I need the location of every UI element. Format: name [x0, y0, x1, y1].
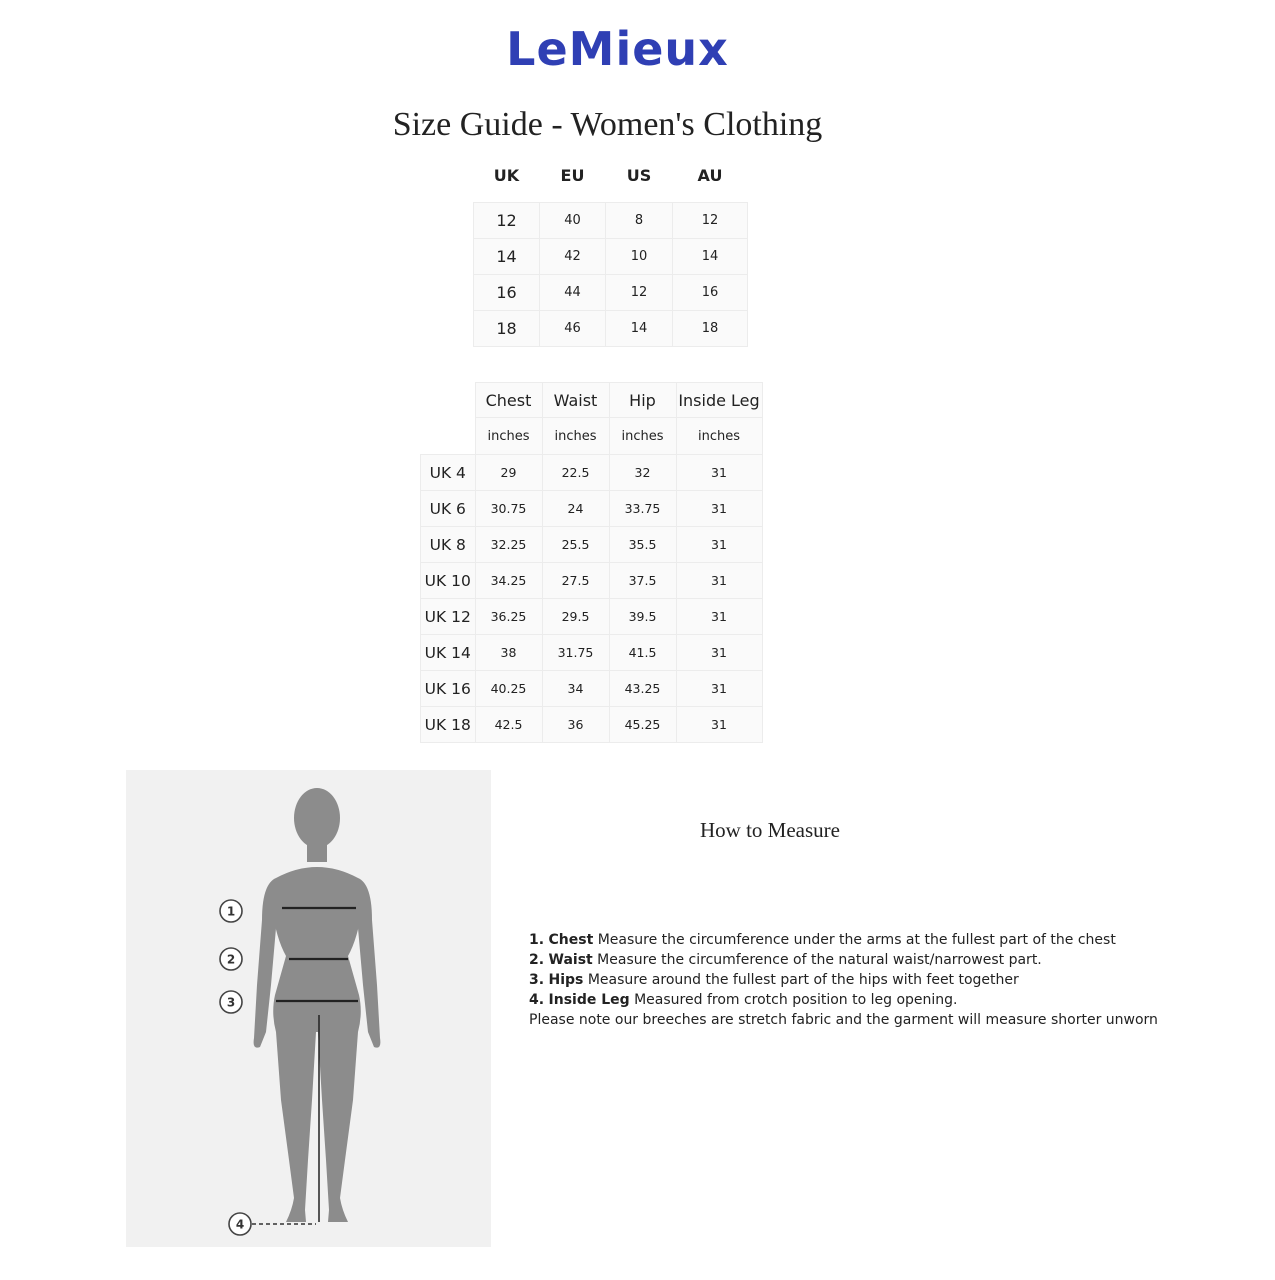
table-cell: 29.5 [542, 599, 609, 635]
table-cell: 18 [474, 311, 540, 347]
table-cell: 31.75 [542, 635, 609, 671]
instruction-number: 2. [529, 952, 545, 968]
table-cell: 33.75 [609, 491, 676, 527]
table-cell: 36.25 [475, 599, 542, 635]
units-row [421, 418, 763, 455]
table-cell: 14 [673, 239, 748, 275]
corner-cell [421, 383, 476, 418]
instruction-text: Measure the circumference of the natural waist/narrowest part. [592, 952, 1042, 968]
row-label: UK 16 [421, 671, 476, 707]
row-label: UK 8 [421, 527, 476, 563]
unit-label: inches [676, 418, 762, 455]
row-label: UK 12 [421, 599, 476, 635]
table-cell: 31 [676, 599, 762, 635]
instruction-inside-leg [529, 990, 1158, 1010]
unit-label: inches [475, 418, 542, 455]
table-cell: 36 [542, 707, 609, 743]
page-title: Size Guide - Women's Clothing [392, 106, 823, 143]
table-row [421, 707, 763, 743]
table-cell: 40 [540, 203, 606, 239]
instruction-term: Hips [548, 972, 584, 988]
table-cell: 44 [540, 275, 606, 311]
instruction-term: Waist [548, 952, 593, 968]
table-cell: 46 [540, 311, 606, 347]
table-cell: 34.25 [475, 563, 542, 599]
table-cell: 31 [676, 527, 762, 563]
instruction-text: Measure the circumference under the arms at the fullest part of the chest [593, 932, 1116, 948]
table-cell: 22.5 [542, 455, 609, 491]
table-row [421, 671, 763, 707]
corner-cell [421, 418, 476, 455]
instruction-text: Measured from crotch position to leg opening. [629, 992, 958, 1008]
instruction-term: Chest [548, 932, 594, 948]
unit-label: inches [542, 418, 609, 455]
table-cell: 40.25 [475, 671, 542, 707]
table-cell: 38 [475, 635, 542, 671]
table-cell: 14 [474, 239, 540, 275]
table-cell: 8 [606, 203, 673, 239]
table-row [421, 635, 763, 671]
table-cell: 39.5 [609, 599, 676, 635]
table-row [421, 563, 763, 599]
instruction-number: 1. [529, 932, 545, 948]
table-cell: 31 [676, 563, 762, 599]
table-row [474, 239, 748, 275]
table-cell: 24 [542, 491, 609, 527]
table-header-row [421, 383, 763, 418]
table-row [421, 527, 763, 563]
table-cell: 16 [474, 275, 540, 311]
table-header-row [474, 160, 748, 190]
table-cell: 37.5 [609, 563, 676, 599]
table-cell: 31 [676, 707, 762, 743]
markers [220, 900, 251, 1235]
table-cell: 31 [676, 491, 762, 527]
row-label: UK 18 [421, 707, 476, 743]
table-cell: 34 [542, 671, 609, 707]
measure-instructions [529, 930, 1158, 1030]
table-cell: 12 [474, 203, 540, 239]
marker-3-label: 3 [226, 995, 236, 1010]
instruction-number: 3. [529, 972, 545, 988]
row-label: UK 10 [421, 563, 476, 599]
column-header-au: AU [697, 165, 723, 185]
table-row [474, 311, 748, 347]
table-cell: 41.5 [609, 635, 676, 671]
column-header-waist: Waist [542, 383, 609, 418]
column-header-us: US [626, 165, 652, 185]
unit-label: inches [609, 418, 676, 455]
table-cell: 31 [676, 635, 762, 671]
table-cell: 31 [676, 671, 762, 707]
column-header-uk: UK [493, 165, 520, 185]
table-row [474, 275, 748, 311]
size-conversion-table [473, 160, 748, 347]
table-cell: 10 [606, 239, 673, 275]
instruction-number: 4. [529, 992, 545, 1008]
marker-1-label: 1 [226, 904, 236, 919]
instruction-term: Inside Leg [548, 992, 630, 1008]
table-cell: 32 [609, 455, 676, 491]
table-cell: 16 [673, 275, 748, 311]
measurement-figure [126, 770, 491, 1247]
instruction-hips [529, 970, 1158, 990]
instruction-waist [529, 950, 1158, 970]
table-row [421, 491, 763, 527]
table-cell: 32.25 [475, 527, 542, 563]
marker-2-label: 2 [226, 952, 236, 967]
table-cell: 25.5 [542, 527, 609, 563]
body-silhouette-icon [126, 770, 491, 1247]
table-cell: 18 [673, 311, 748, 347]
brand-logo: LeMieux [506, 22, 729, 76]
marker-4-label: 4 [235, 1217, 245, 1232]
table-row [421, 599, 763, 635]
row-label: UK 14 [421, 635, 476, 671]
table-row [474, 203, 748, 239]
table-cell: 43.25 [609, 671, 676, 707]
measurements-table [420, 382, 763, 743]
instruction-text: Measure around the fullest part of the hips with feet together [583, 972, 1019, 988]
table-cell: 14 [606, 311, 673, 347]
column-header-chest: Chest [475, 383, 542, 418]
column-header-hip: Hip [609, 383, 676, 418]
table-cell: 45.25 [609, 707, 676, 743]
table-cell: 30.75 [475, 491, 542, 527]
silhouette [254, 788, 381, 1222]
table-cell: 31 [676, 455, 762, 491]
stretch-fabric-note: Please note our breeches are stretch fabric and the garment will measure shorter unworn [529, 1012, 1158, 1028]
table-cell: 12 [606, 275, 673, 311]
instruction-chest [529, 930, 1158, 950]
table-cell: 27.5 [542, 563, 609, 599]
table-cell: 35.5 [609, 527, 676, 563]
row-label: UK 6 [421, 491, 476, 527]
table-cell: 42.5 [475, 707, 542, 743]
column-header-inside-leg: Inside Leg [676, 383, 762, 418]
table-cell: 42 [540, 239, 606, 275]
column-header-eu: EU [560, 165, 585, 185]
table-row [421, 455, 763, 491]
table-cell: 29 [475, 455, 542, 491]
how-to-measure-heading: How to Measure [700, 818, 840, 842]
table-cell: 12 [673, 203, 748, 239]
row-label: UK 4 [421, 455, 476, 491]
